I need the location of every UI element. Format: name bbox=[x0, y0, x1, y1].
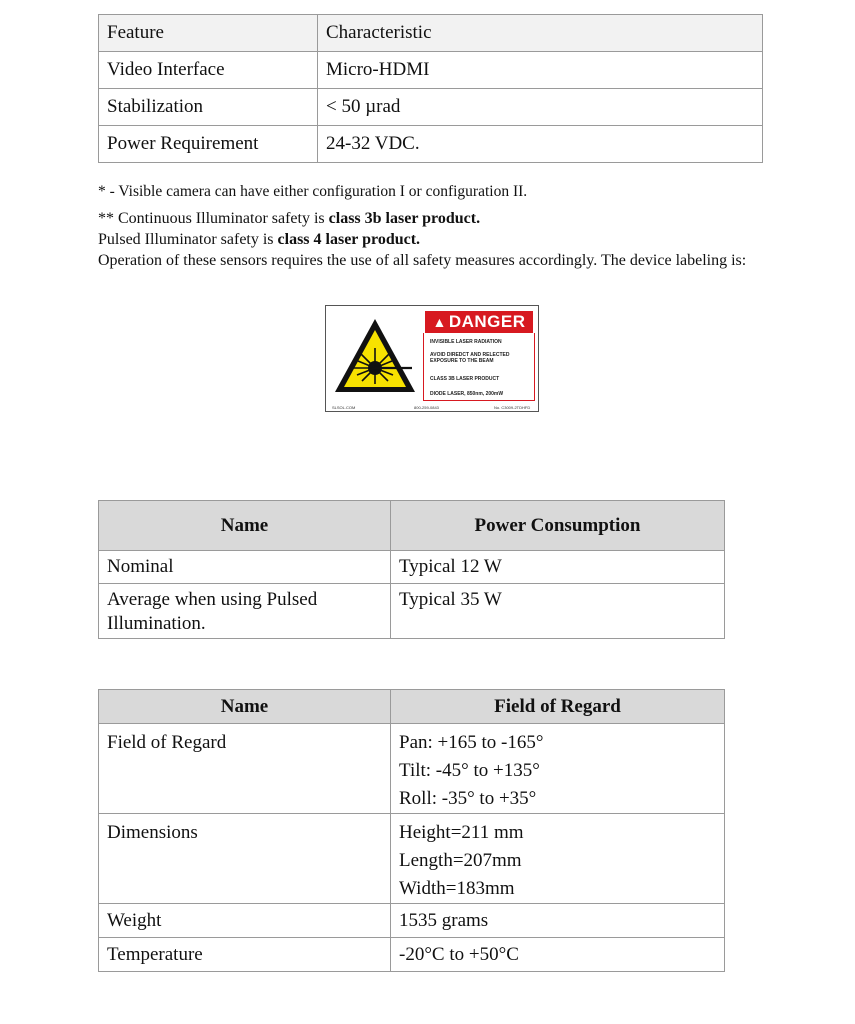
table-cell: Weight bbox=[99, 904, 391, 938]
header-cell-characteristic: Characteristic bbox=[318, 15, 763, 52]
header-cell-field-of-regard: Field of Regard bbox=[391, 690, 725, 724]
label-line: INVISIBLE LASER RADIATION bbox=[430, 339, 502, 345]
label-footer-website: SLSOL.COM bbox=[332, 405, 356, 410]
label-line: AVOID DIREDCT AND RELECTED EXPOSURE TO THE BEAM bbox=[430, 352, 510, 364]
label-line: DIODE LASER, 850nm, 200mW bbox=[430, 391, 504, 397]
table-header-row bbox=[99, 501, 725, 551]
table-cell: 24-32 VDC. bbox=[318, 126, 763, 163]
field-of-regard-table bbox=[98, 689, 725, 972]
table-row bbox=[99, 724, 725, 814]
note-pulsed-illuminator bbox=[98, 230, 758, 249]
laser-danger-label bbox=[325, 305, 539, 412]
table-cell: Micro-HDMI bbox=[318, 52, 763, 89]
features-table bbox=[98, 14, 763, 163]
danger-header bbox=[425, 311, 533, 333]
danger-header-text: DANGER bbox=[448, 312, 526, 331]
label-line: CLASS 3B LASER PRODUCT bbox=[430, 376, 500, 382]
header-cell-feature: Feature bbox=[99, 15, 318, 52]
note-text: ** Continuous Illuminator safety is bbox=[98, 210, 329, 227]
note-text: Pulsed Illuminator safety is bbox=[98, 231, 278, 248]
header-cell-name: Name bbox=[99, 501, 391, 551]
table-cell: Temperature bbox=[99, 938, 391, 972]
table-cell: Typical 12 W bbox=[391, 551, 725, 584]
cell-line: Length=207mm bbox=[399, 850, 522, 871]
laser-warning-icon bbox=[332, 316, 418, 396]
table-cell: < 50 µrad bbox=[318, 89, 763, 126]
cell-line: Pan: +165 to -165° bbox=[399, 732, 544, 753]
table-row bbox=[99, 814, 725, 904]
note-operation: Operation of these sensors requires the use of all safety measures accordingly. The device labeling is: bbox=[98, 252, 747, 269]
table-cell: Field of Regard bbox=[99, 724, 391, 814]
header-cell-name: Name bbox=[99, 690, 391, 724]
table-row bbox=[99, 584, 725, 639]
note-bold-text: class 3b laser product. bbox=[328, 210, 481, 227]
table-cell: Stabilization bbox=[99, 89, 318, 126]
warning-triangle-icon: ▲ bbox=[432, 314, 447, 330]
table-cell: Typical 35 W bbox=[391, 584, 725, 639]
table-cell: Nominal bbox=[99, 551, 391, 584]
cell-line: Width=183mm bbox=[399, 878, 515, 899]
table-cell: Dimensions bbox=[99, 814, 391, 904]
table-row bbox=[99, 126, 763, 163]
table-cell bbox=[391, 724, 725, 814]
table-cell: -20°C to +50°C bbox=[391, 938, 725, 972]
label-footer-phone: 800-259-0843 bbox=[414, 405, 439, 410]
table-row bbox=[99, 89, 763, 126]
cell-line: Tilt: -45° to +135° bbox=[399, 760, 540, 781]
table-row bbox=[99, 551, 725, 584]
table-cell: Video Interface bbox=[99, 52, 318, 89]
table-cell: Power Requirement bbox=[99, 126, 318, 163]
note-configuration: * - Visible camera can have either configuration I or configuration II. bbox=[98, 183, 528, 200]
cell-line: Height=211 mm bbox=[399, 822, 524, 843]
note-continuous-illuminator bbox=[98, 209, 758, 228]
table-cell: 1535 grams bbox=[391, 904, 725, 938]
cell-line: Roll: -35° to +35° bbox=[399, 788, 537, 809]
power-consumption-table bbox=[98, 500, 725, 639]
table-row bbox=[99, 15, 763, 52]
note-bold-text: class 4 laser product. bbox=[277, 231, 421, 248]
table-row bbox=[99, 52, 763, 89]
table-cell: Average when using Pulsed Illumination. bbox=[99, 584, 391, 639]
table-header-row bbox=[99, 690, 725, 724]
table-cell bbox=[391, 814, 725, 904]
table-row bbox=[99, 938, 725, 972]
label-footer-number: No. C3009-2TDHFD bbox=[494, 405, 531, 410]
header-cell-power-consumption: Power Consumption bbox=[391, 501, 725, 551]
table-row bbox=[99, 904, 725, 938]
